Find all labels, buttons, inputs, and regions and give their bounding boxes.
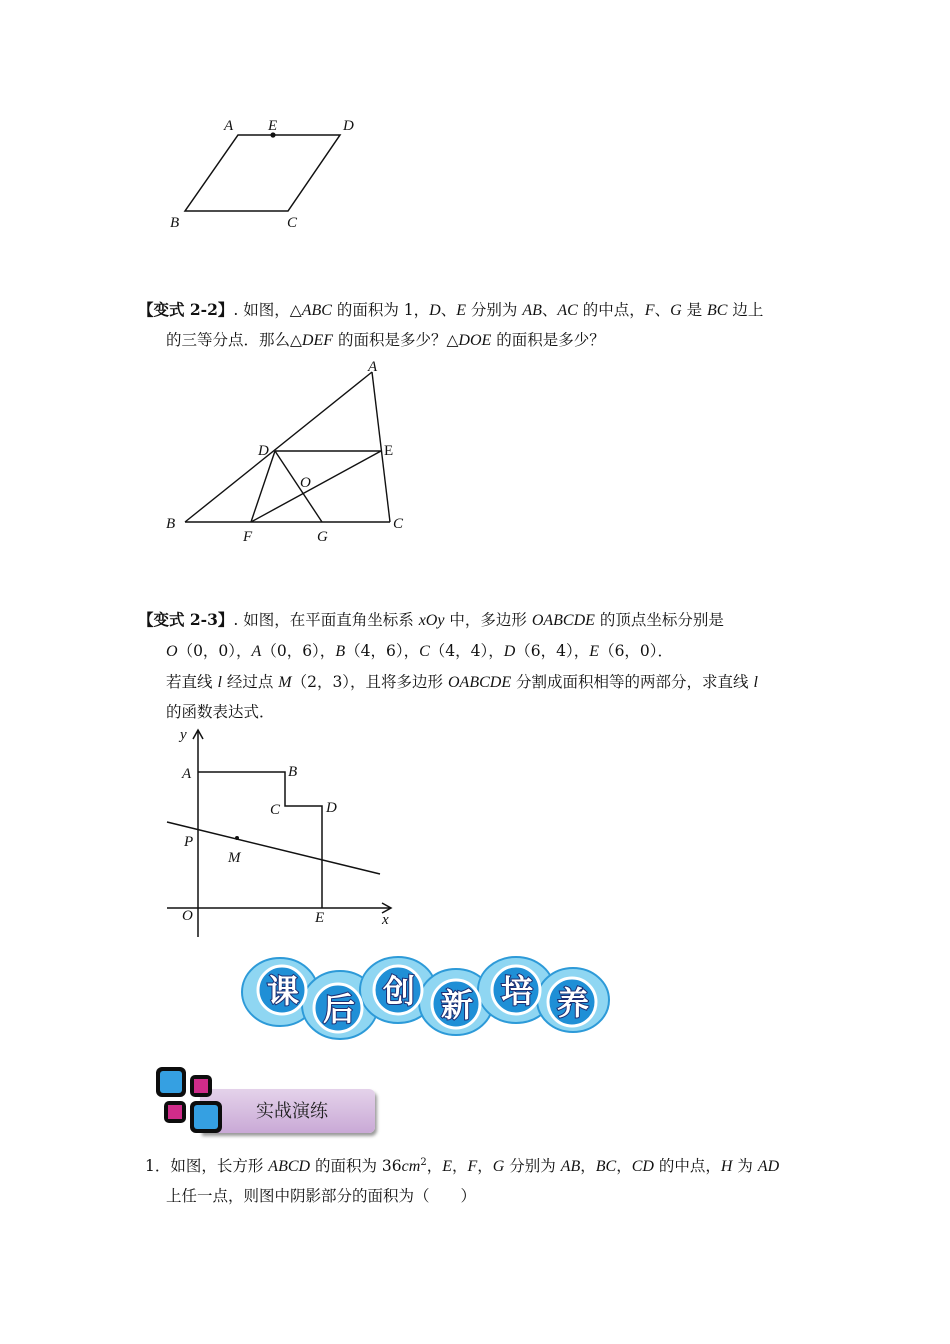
text-run: 、 [654, 301, 671, 319]
text-run: F [467, 1158, 478, 1175]
fig2-label-f: F [243, 529, 253, 545]
text-run: 为 [732, 1157, 758, 1175]
after-class-banner [238, 950, 618, 1045]
text-run: 中，多边形 [444, 611, 532, 629]
banner-char-6: 养 [557, 984, 590, 1022]
section-header-icon [156, 1067, 226, 1137]
text-run: 边上 [727, 301, 764, 319]
question-1-line-2 [166, 1185, 476, 1207]
text-run: B [335, 643, 346, 660]
text-run: DEF [301, 332, 334, 349]
banner-char-3: 创 [383, 972, 416, 1010]
fig2-label-c: C [393, 516, 404, 532]
fig3-label-a: A [182, 766, 192, 782]
text-run: （2，3），且将多边形 [291, 673, 448, 691]
variant-2-3-line-2 [166, 640, 673, 663]
variant-2-3-line-4 [166, 701, 275, 723]
coordinate-figure [160, 722, 410, 942]
text-run: （0，0）， [177, 642, 252, 660]
text-run: ， [616, 1157, 632, 1175]
text-run: BC [707, 302, 728, 319]
text-run: 的面积为 36 [310, 1157, 402, 1175]
text-run: 、 [541, 301, 558, 319]
text-run: 的中点， [653, 1157, 721, 1175]
text-run: 的函数表达式． [166, 703, 275, 721]
text-run: E [589, 643, 600, 660]
banner-char-1: 课 [267, 972, 300, 1010]
text-run: C [419, 643, 430, 660]
variant-2-2-line-2 [166, 329, 605, 352]
fig1-label-e: E [268, 118, 278, 134]
text-run: ， [477, 1157, 493, 1175]
variant-2-3-line-3 [166, 671, 758, 694]
text-run: ， [451, 1157, 468, 1175]
variant-2-3-tag: 【变式 2-3】 [138, 610, 234, 629]
text-run: BC [595, 1158, 617, 1175]
text-run: ABC [301, 302, 332, 319]
fig1-label-a: A [224, 118, 234, 134]
text-run: A [251, 643, 262, 660]
text-run: 2 [420, 1157, 427, 1168]
fig2-label-g: G [317, 529, 328, 545]
text-run: （6，0）． [599, 642, 674, 660]
text-run: ABCD [268, 1158, 311, 1175]
fig1-label-b: B [170, 215, 180, 231]
text-run: 分别为 [465, 301, 523, 319]
text-run: （6，4）， [515, 642, 590, 660]
text-run: 分割成面积相等的两部分，求直线 [511, 673, 754, 691]
text-run: 分别为 [504, 1157, 561, 1175]
text-run: ， [426, 1157, 443, 1175]
text-run: H [720, 1158, 733, 1175]
fig2-label-e: E [384, 443, 394, 459]
fig2-label-a: A [368, 359, 378, 375]
fig1-label-c: C [287, 215, 298, 231]
fig3-label-e: E [315, 910, 325, 926]
fig3-label-b: B [288, 764, 298, 780]
text-run: OABCDE [531, 612, 595, 629]
text-run: xOy [418, 612, 445, 629]
text-run: 若直线 [166, 673, 218, 691]
fig3-label-c: C [270, 802, 281, 818]
text-run: （4，4）， [429, 642, 504, 660]
text-run: l [217, 674, 222, 691]
text-run: （0，6）， [261, 642, 336, 660]
text-run: AC [557, 302, 578, 319]
text-run: AB [560, 1158, 581, 1175]
variant-2-2-line-1 [138, 299, 763, 322]
text-run: 经过点 [221, 673, 279, 691]
banner-char-2: 后 [323, 990, 356, 1028]
fig3-label-d: D [326, 800, 337, 816]
text-run: OABCDE [447, 674, 512, 691]
question-1-line-1 [145, 1155, 779, 1178]
fig2-label-d: D [258, 443, 269, 459]
parallelogram-figure [160, 110, 380, 240]
text-run: DOE [458, 332, 492, 349]
fig2-label-o: O [300, 475, 311, 491]
text-run: 的中点， [577, 301, 645, 319]
variant-2-3-line-1 [138, 609, 724, 632]
text-run: 的顶点坐标分别是 [594, 611, 724, 629]
text-run: 上任一点，则图中阴影部分的面积为（ ） [166, 1187, 477, 1205]
text-run: . 如图，△ [233, 301, 302, 319]
text-run: G [492, 1158, 505, 1175]
fig3-label-o: O [182, 908, 193, 924]
fig1-label-d: D [343, 118, 354, 134]
text-run: 的面积是多少？ [491, 331, 605, 349]
text-run: AB [522, 302, 542, 319]
variant-2-2-tag: 【变式 2-2】 [138, 300, 234, 319]
text-run: 的面积是多少？△ [333, 331, 459, 349]
section-header [150, 1063, 380, 1143]
text-run: . 如图，在平面直角坐标系 [233, 611, 419, 629]
text-run: E [456, 302, 466, 319]
triangle-figure [160, 355, 420, 550]
text-run: CD [631, 1158, 654, 1175]
text-run: cm [401, 1158, 421, 1175]
text-run: G [670, 302, 682, 319]
text-run: ， [580, 1157, 596, 1175]
text-run: M [278, 674, 292, 691]
text-run: （4，6）， [345, 642, 420, 660]
text-run: AD [757, 1158, 780, 1175]
text-run: D [503, 643, 516, 660]
text-run: 是 [681, 301, 708, 319]
text-run: 1．如图，长方形 [145, 1157, 269, 1175]
text-run: 的面积为 1， [331, 301, 430, 319]
fig3-label-m: M [228, 850, 241, 866]
text-run: 的三等分点．那么△ [166, 331, 302, 349]
banner-char-5: 培 [501, 972, 534, 1010]
text-run: O [166, 643, 178, 660]
text-run: 、 [440, 301, 457, 319]
text-run: F [644, 302, 655, 319]
text-run: E [442, 1158, 452, 1175]
fig2-label-b: B [166, 516, 176, 532]
text-run: D [429, 302, 441, 319]
text-run: l [753, 674, 758, 691]
fig3-label-p: P [184, 834, 194, 850]
fig3-label-x: x [382, 912, 389, 928]
section-title: 实战演练 [256, 1101, 328, 1122]
banner-char-4: 新 [441, 986, 474, 1024]
fig3-label-y: y [180, 727, 187, 743]
